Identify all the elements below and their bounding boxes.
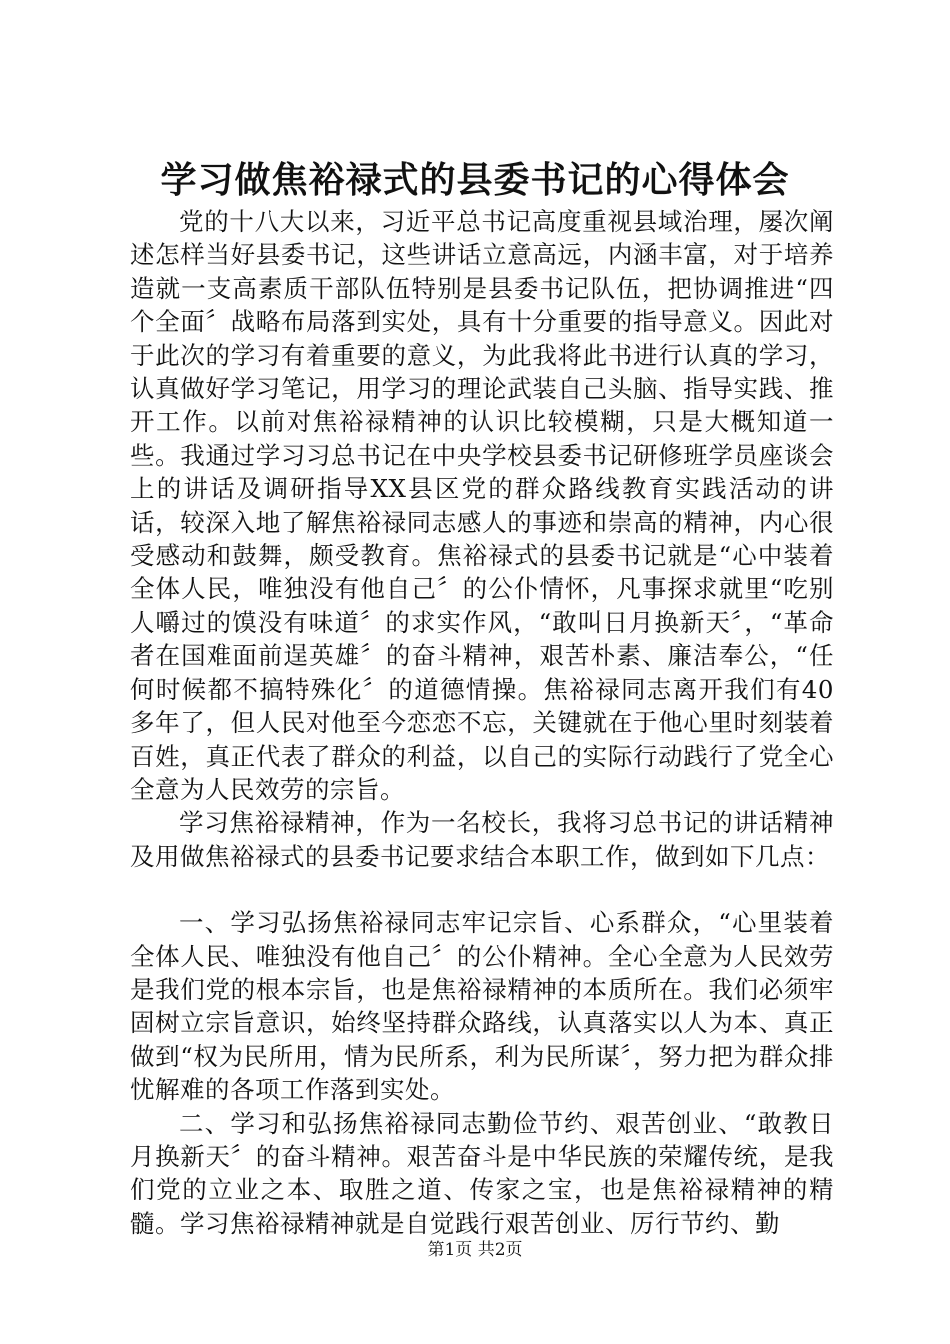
paragraph-commitment: 学习焦裕禄精神，作为一名校长，我将习总书记的讲话精神及用做焦裕禄式的县委书记要求结合本职工作，做到如下几点：: [130, 808, 834, 871]
document-body: [130, 205, 834, 1240]
page-number-footer: 第1页 共2页: [427, 1240, 523, 1260]
paragraph-point-two: 二、学习和弘扬焦裕禄同志勤俭节约、艰苦创业、“敢教日月换新天〞的奋斗精神。艰苦奋斗是中华民族的荣耀传统，是我们党的立业之本、取胜之道、传家之宝，也是焦裕禄精神的精髓。学习焦裕禄精神就是自觉践行艰苦创业、厉行节约、勤: [130, 1108, 834, 1238]
paragraph-intro: 党的十八大以来，习近平总书记高度重视县域治理，屡次阐述怎样当好县委书记，这些讲话立意高远，内涵丰富，对于培养造就一支高素质干部队伍特别是县委书记队伍，把协调推进“四个全面〞战略布局落到实处，具有十分重要的指导意义。因此对于此次的学习有着重要的意义，为此我将此书进行认真的学习，认真做好学习笔记，用学习的理论武装自己头脑、指导实践、推开工作。以前对焦裕禄精神的认识比较模糊，只是大概知道一些。我通过学习习总书记在中央学校县委书记研修班学员座谈会上的讲话及调研指导XX县区党的群众路线教育实践活动的讲话，较深入地了解焦裕禄同志感人的事迹和崇高的精神，内心很受感动和鼓舞，颇受教育。焦裕禄式的县委书记就是“心中装着全体人民，唯独没有他自己〞的公仆情怀，凡事探求就里“吃别人嚼过的馍没有味道〞的求实作风，“敢叫日月换新天〞，“革命者在国难面前逞英雄〞的奋斗精神，艰苦朴素、廉洁奉公，“任何时候都不搞特殊化〞的道德情操。焦裕禄同志离开我们有40多年了，但人民对他至今恋恋不忘，关键就在于他心里时刻装着百姓，真正代表了群众的利益，以自己的实际行动践行了党全心全意为人民效劳的宗旨。: [130, 207, 834, 804]
document-title: 学习做焦裕禄式的县委书记的心得体会: [160, 159, 790, 201]
paragraph-point-one: 一、学习弘扬焦裕禄同志牢记宗旨、心系群众，“心里装着全体人民、唯独没有他自己〞的公仆精神。全心全意为人民效劳是我们党的根本宗旨，也是焦裕禄精神的本质所在。我们必须牢固树立宗旨意识，始终坚持群众路线，认真落实以人为本、真正做到“权为民所用，情为民所系，利为民所谋〞，努力把为群众排忧解难的各项工作落到实处。: [130, 908, 834, 1105]
